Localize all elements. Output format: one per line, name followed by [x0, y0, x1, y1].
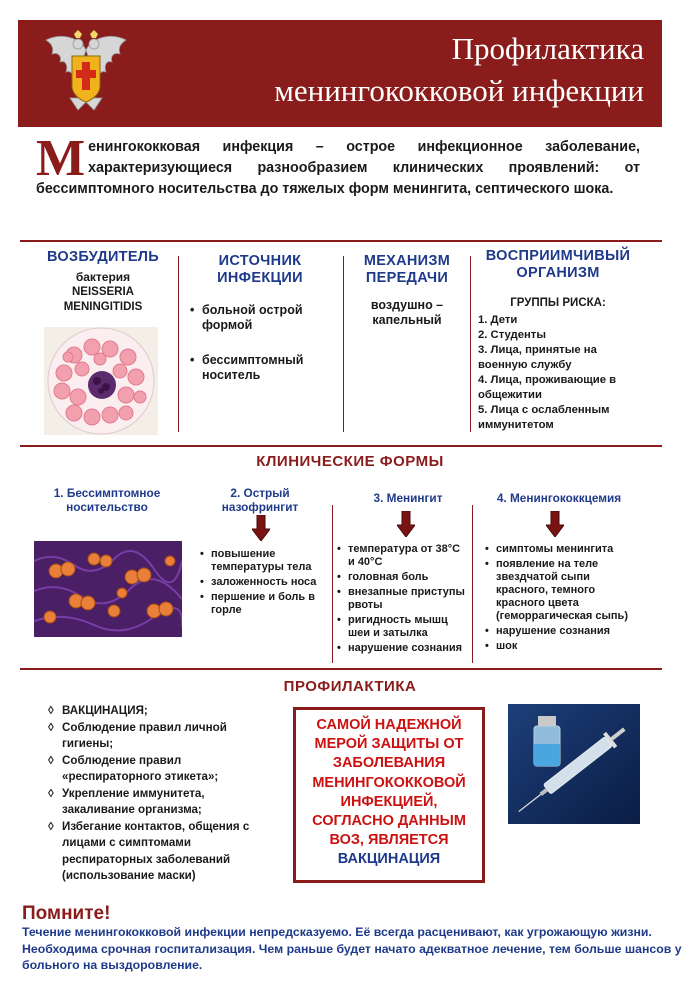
mechanism-title-line-2: ПЕРЕДАЧИ — [365, 270, 449, 286]
source-list — [190, 303, 330, 387]
risk-group-item: 4. Лица, проживающие в общежитии — [478, 374, 617, 401]
intro-paragraph — [36, 130, 640, 200]
arrow-down-icon — [546, 511, 564, 537]
symptom-item: • симптомы менингита — [485, 543, 643, 556]
symptom-item: • нарушение сознания — [337, 642, 469, 655]
symptom-item: • заложенность носа — [200, 576, 330, 589]
arrow-down-icon — [252, 515, 270, 541]
prevention-item: ◊ Избегание контактов, общения с лицами с симптомами респираторных заболеваний (использование маски) — [48, 819, 266, 885]
bacteria-micrograph-image — [34, 541, 182, 637]
source-title — [180, 253, 340, 287]
syringe-image — [508, 704, 640, 824]
risk-groups-list — [478, 313, 643, 433]
clinical-forms-title: КЛИНИЧЕСКИЕ ФОРМЫ — [256, 453, 444, 470]
remember-title: Помните! — [22, 903, 111, 924]
form-3-list — [337, 543, 469, 657]
symptom-item: • головная боль — [337, 571, 469, 584]
source-item: • бессимптомный носитель — [190, 353, 330, 383]
symptom-item: • першение и боль в горле — [200, 591, 330, 617]
form-4-title: 4. Менингококкцемия — [496, 491, 622, 505]
agent-line-1: бактерия — [75, 270, 131, 284]
agent-title: ВОЗБУДИТЕЛЬ — [47, 249, 159, 265]
risk-group-item: 1. Дети — [478, 314, 518, 326]
arrow-down-icon — [397, 511, 415, 537]
mechanism-description — [345, 298, 469, 328]
intro-text: енингококковая инфекция – острое инфекционное заболевание, характеризующиеся разнообразием клинических проявлений: от бессимптомного носительства до тяжелых форм менингита, септического шока. — [36, 139, 640, 197]
prevention-item: ◊ Соблюдение правил «респираторного этикета»; — [48, 753, 266, 786]
page-title — [144, 28, 644, 112]
risk-group-item: 2. Студенты — [478, 329, 546, 341]
source-item: • больной острой формой — [190, 303, 330, 333]
column-divider-3 — [470, 256, 471, 432]
mechanism-line-2: капельный — [372, 313, 442, 327]
prevention-item: ◊ ВАКЦИНАЦИЯ; — [48, 703, 266, 720]
remember-text: Течение менингококковой инфекции непредсказуемо. Её всегда расценивают, как угрожающую жизни. Необходима срочная госпитализация. Чем раньше будет начато адекватное лечение, тем больше шансов у больного на выздоровление. — [22, 925, 682, 972]
risk-group-item: 5. Лица с ослабленным иммунитетом — [478, 404, 610, 431]
divider-clinical — [20, 445, 662, 447]
susceptible-title — [472, 248, 644, 282]
form-2-list — [200, 548, 330, 619]
form-3-title: 3. Менингит — [373, 491, 443, 505]
divider-prevention — [20, 668, 662, 670]
vaccination-callout — [293, 707, 485, 883]
divider-top — [20, 240, 662, 242]
title-line-2: менингококковой инфекции — [274, 73, 644, 108]
agent-line-3: MENINGITIDIS — [63, 301, 143, 313]
susceptible-title-line-2: ОРГАНИЗМ — [516, 265, 600, 281]
agent-line-2: NEISSERIA — [72, 286, 134, 298]
symptom-item: • повышение температуры тела — [200, 548, 330, 574]
form-4-list — [485, 543, 643, 655]
prevention-title: ПРОФИЛАКТИКА — [283, 678, 417, 695]
symptom-item: • температура от 38°С и 40°С — [337, 543, 469, 569]
mechanism-title-line-1: МЕХАНИЗМ — [363, 253, 451, 269]
column-divider-2 — [343, 256, 344, 432]
agent-description — [28, 270, 178, 315]
form-divider-2 — [472, 505, 473, 663]
callout-vaccination: ВАКЦИНАЦИЯ — [337, 851, 441, 868]
drop-cap: М — [36, 130, 86, 187]
symptom-item: • нарушение сознания — [485, 625, 643, 638]
form-2-title: 2. Острый назофрингит — [221, 486, 299, 514]
risk-group-item: 3. Лица, принятые на военную службу — [478, 344, 597, 371]
column-divider-1 — [178, 256, 179, 432]
symptom-item: • шок — [485, 640, 643, 653]
risk-groups-title: ГРУППЫ РИСКА: — [510, 297, 606, 309]
prevention-item: ◊ Соблюдение правил личной гигиены; — [48, 720, 266, 753]
source-title-line-1: ИСТОЧНИК — [218, 253, 302, 269]
susceptible-title-line-1: ВОСПРИИМЧИВЫЙ — [485, 248, 631, 264]
mechanism-line-1: воздушно – — [370, 298, 444, 312]
form-1-title: 1. Бессимптомное носительство — [53, 486, 161, 514]
symptom-item: • появление на теле звездчатой сыпи красного, темного красного цвета (геморрагическая сыпь) — [485, 558, 643, 623]
header-banner — [18, 20, 662, 127]
symptom-item: • внезапные приступы рвоты — [337, 586, 469, 612]
prevention-list — [48, 703, 266, 885]
mechanism-title — [345, 253, 469, 287]
emblem-icon — [40, 28, 132, 120]
source-title-line-2: ИНФЕКЦИИ — [217, 270, 303, 286]
blood-smear-image — [44, 327, 158, 435]
callout-text: САМОЙ НАДЕЖНОЙ МЕРОЙ ЗАЩИТЫ ОТ ЗАБОЛЕВАНИЯ МЕНИНГОКОККОВОЙ ИНФЕКЦИЕЙ, СОГЛАСНО ДАННЫМ ВОЗ, ЯВЛЯЕТСЯ — [312, 717, 466, 849]
symptom-item: • ригидность мышц шеи и затылка — [337, 614, 469, 640]
prevention-item: ◊ Укрепление иммунитета, закаливание организма; — [48, 786, 266, 819]
title-line-1: Профилактика — [451, 31, 644, 66]
form-divider-1 — [332, 505, 333, 663]
